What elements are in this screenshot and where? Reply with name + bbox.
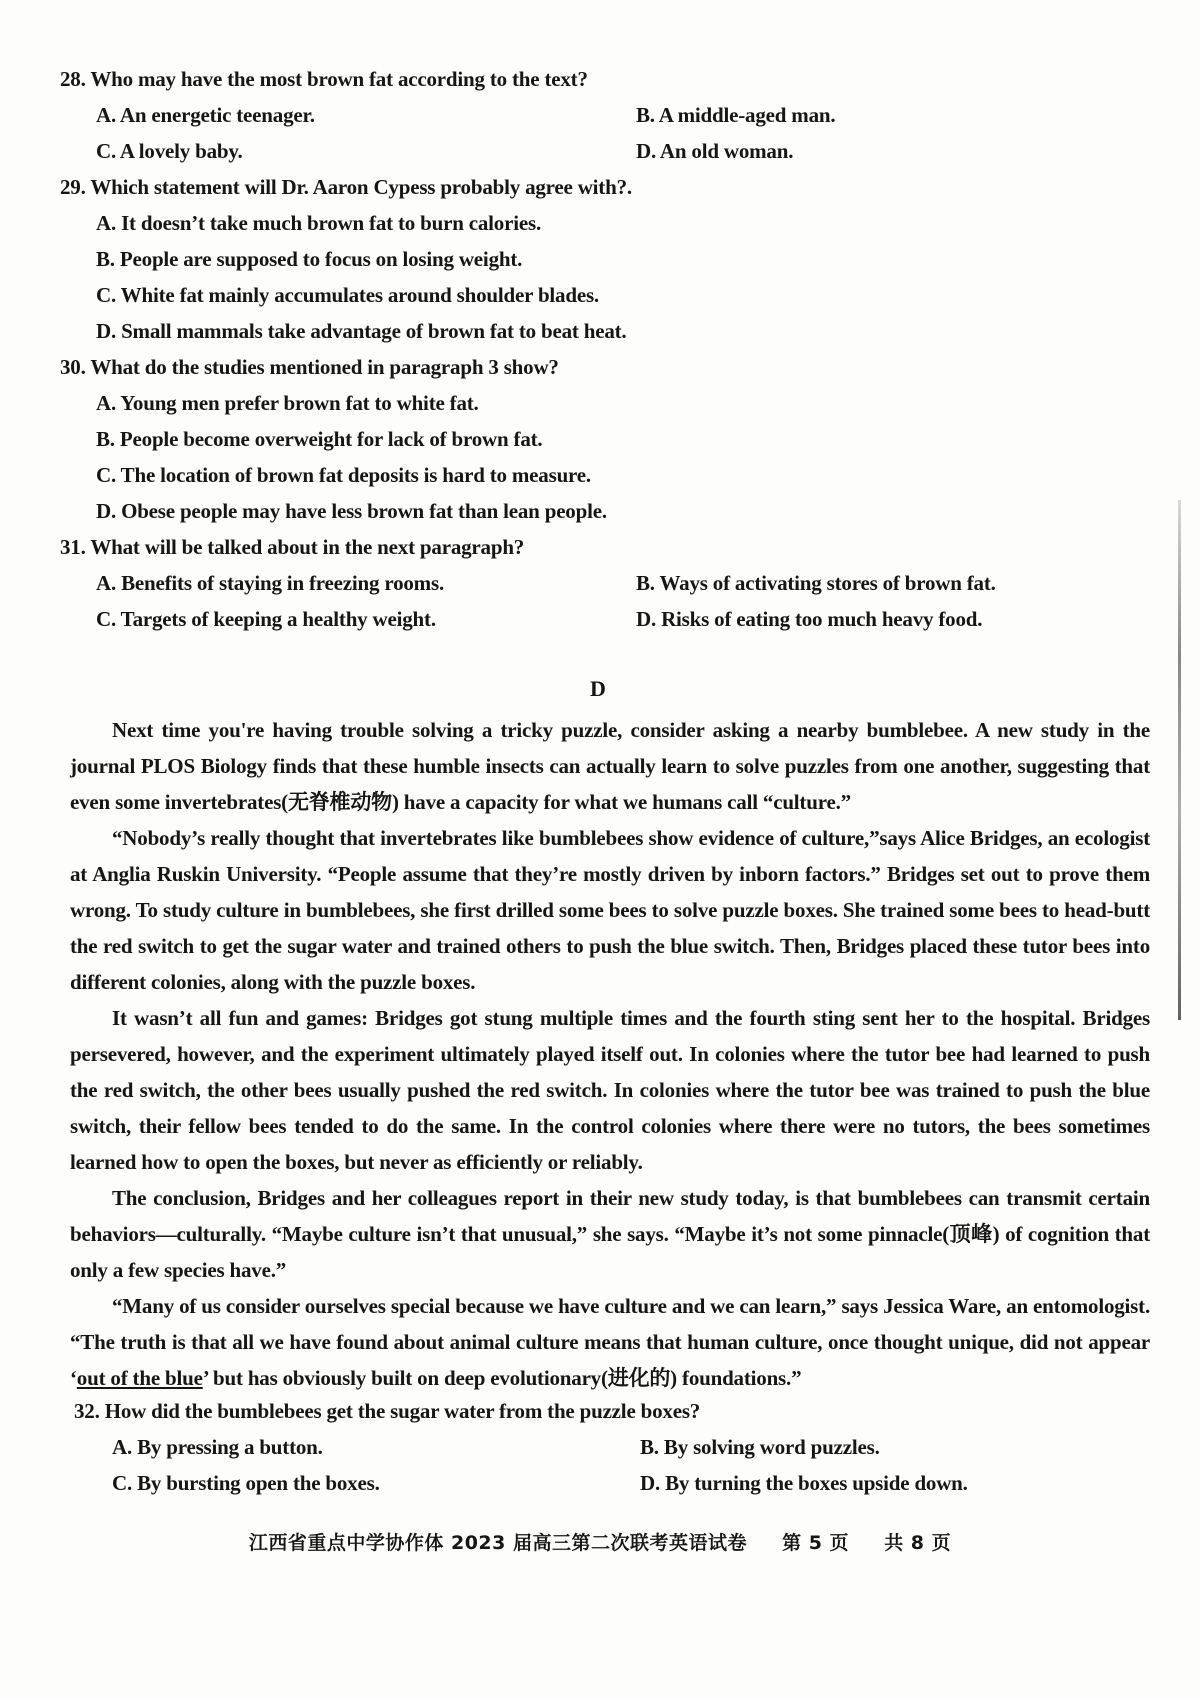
option-d: D. Small mammals take advantage of brown fat to beat heat.: [96, 319, 627, 343]
option-c: C. Targets of keeping a healthy weight.: [96, 607, 436, 631]
option-b: B. By solving word puzzles.: [640, 1435, 880, 1459]
option-d: D. Obese people may have less brown fat than lean people.: [96, 499, 607, 523]
paragraph-text: “Many of us consider ourselves special because we have culture and we can learn,” says Jessica Ware, an entomologist. “The truth is that all we have found about animal culture means that human culture, once thought unique, did not appear ‘: [70, 1294, 1150, 1390]
passage-paragraph-3: It wasn’t all fun and games: Bridges got stung multiple times and the fourth sting sent her to the hospital. Bridges persevered, however, and the experiment ultimately played itself out. In colonies where the tutor bee had learned to push the red switch, the other bees usually pushed the red switch. In colonies where the tutor bee was trained to push the blue switch, their fellow bees tended to do the same. In the control colonies where there were no tutors, the bees sometimes learned how to open the boxes, but never as efficiently or reliably.: [70, 1006, 1150, 1174]
question-stem: 29. Which statement will Dr. Aaron Cypess probably agree with?.: [60, 175, 632, 199]
passage-paragraph-2: “Nobody’s really thought that invertebrates like bumblebees show evidence of culture,”says Alice Bridges, an ecologist at Anglia Ruskin University. “People assume that they’re mostly driven by inborn factors.” Bridges set out to prove them wrong. To study culture in bumblebees, she first drilled some bees to solve puzzle boxes. She trained some bees to head-butt the red switch to get the sugar water and trained others to push the blue switch. Then, Bridges placed these tutor bees into different colonies, along with the puzzle boxes.: [70, 826, 1150, 994]
passage-paragraph-1: Next time you're having trouble solving a tricky puzzle, consider asking a nearby bumblebee. A new study in the journal PLOS Biology finds that these humble insects can actually learn to solve puzzles from one another, suggesting that even some invertebrates(无脊椎动物) have a capacity for what we humans call “culture.”: [70, 718, 1150, 814]
passage-paragraph-4: The conclusion, Bridges and her colleagues report in their new study today, is that bumblebees can transmit certain behaviors—culturally. “Maybe culture isn’t that unusual,” she says. “Maybe it’s not some pinnacle(顶峰) of cognition that only a few species have.”: [70, 1186, 1150, 1282]
option-d: D. By turning the boxes upside down.: [640, 1471, 968, 1495]
option-a: A. Young men prefer brown fat to white fat.: [96, 391, 479, 415]
page-total: 共 8 页: [884, 1532, 952, 1554]
option-b: B. People are supposed to focus on losing weight.: [96, 247, 523, 271]
question-stem: 32. How did the bumblebees get the sugar water from the puzzle boxes?: [74, 1399, 701, 1423]
option-a: A. By pressing a button.: [112, 1435, 323, 1459]
option-a: A. Benefits of staying in freezing rooms.: [96, 571, 444, 595]
paragraph-text: ’ but has obviously built on deep evolutionary(进化的) foundations.”: [202, 1366, 802, 1390]
option-b: B. A middle-aged man.: [636, 103, 836, 127]
option-c: C. White fat mainly accumulates around shoulder blades.: [96, 283, 599, 307]
option-c: C. A lovely baby.: [96, 139, 243, 163]
page-footer: [0, 1528, 1200, 1555]
section-heading: D: [590, 676, 606, 701]
option-c: C. The location of brown fat deposits is hard to measure.: [96, 463, 591, 487]
option-c: C. By bursting open the boxes.: [112, 1471, 380, 1495]
underlined-phrase: out of the blue: [76, 1366, 203, 1390]
option-b: B. People become overweight for lack of brown fat.: [96, 427, 543, 451]
option-b: B. Ways of activating stores of brown fat.: [636, 571, 996, 595]
exam-title: 江西省重点中学协作体 2023 届高三第二次联考英语试卷: [248, 1532, 747, 1554]
passage-paragraph-5: [70, 1288, 1150, 1396]
option-d: D. Risks of eating too much heavy food.: [636, 607, 983, 631]
question-stem: 31. What will be talked about in the next paragraph?: [60, 535, 525, 559]
page-number: 第 5 页: [782, 1532, 850, 1554]
option-a: A. It doesn’t take much brown fat to burn calories.: [96, 211, 541, 235]
option-d: D. An old woman.: [636, 139, 794, 163]
scan-edge-mark: [1178, 500, 1181, 1020]
question-stem: 30. What do the studies mentioned in paragraph 3 show?: [60, 355, 559, 379]
option-a: A. An energetic teenager.: [96, 103, 315, 127]
question-stem: 28. Who may have the most brown fat according to the text?: [60, 67, 588, 91]
